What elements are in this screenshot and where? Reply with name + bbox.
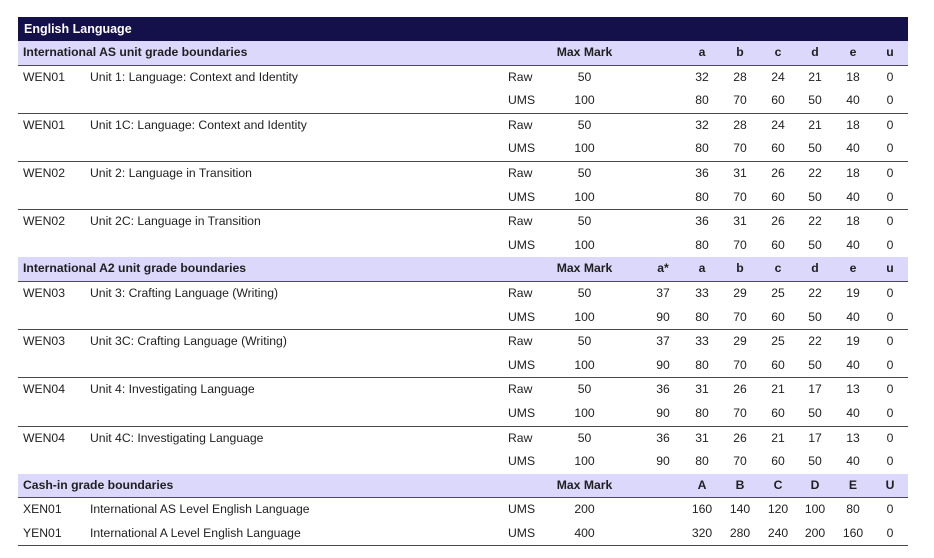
table-row bbox=[18, 186, 908, 211]
table-row bbox=[18, 498, 908, 522]
grade-header: c bbox=[774, 261, 782, 276]
grade-value: 28 bbox=[733, 117, 747, 132]
table-row bbox=[18, 282, 908, 306]
table-row bbox=[18, 66, 908, 90]
grade-value: 22 bbox=[808, 285, 822, 300]
grade-header: b bbox=[736, 45, 744, 59]
grade-value: 13 bbox=[846, 430, 860, 445]
grade-value: 70 bbox=[733, 454, 747, 469]
grade-value: 50 bbox=[808, 405, 822, 420]
grade-value: 0 bbox=[886, 334, 894, 349]
section-header bbox=[18, 257, 908, 282]
table-title: English Language bbox=[18, 17, 908, 41]
max-mark: 400 bbox=[574, 525, 595, 540]
table-row bbox=[18, 306, 908, 331]
grade-value: 60 bbox=[771, 189, 785, 204]
grade-value: 33 bbox=[695, 334, 709, 349]
grade-value: 70 bbox=[733, 405, 747, 420]
grade-value: 0 bbox=[886, 357, 894, 372]
grade-value: 40 bbox=[846, 357, 860, 372]
mark-type: UMS bbox=[508, 309, 536, 324]
grade-header: a bbox=[698, 45, 706, 59]
grade-value: 0 bbox=[886, 454, 894, 469]
grade-value: 40 bbox=[846, 237, 860, 252]
grade-value: 36 bbox=[656, 430, 670, 445]
grade-value: 29 bbox=[733, 334, 747, 349]
grade-header: U bbox=[885, 477, 895, 492]
grade-value: 32 bbox=[695, 117, 709, 132]
grade-value: 22 bbox=[808, 214, 822, 229]
grade-value: 0 bbox=[886, 69, 894, 84]
unit-name: International AS Level English Language bbox=[90, 502, 310, 517]
grade-value: 40 bbox=[846, 309, 860, 324]
mark-type: Raw bbox=[508, 117, 533, 132]
grade-value: 70 bbox=[733, 357, 747, 372]
table-row bbox=[18, 210, 908, 234]
unit-name: International A Level English Language bbox=[90, 525, 301, 540]
grade-value: 70 bbox=[733, 237, 747, 252]
unit-name: Unit 2C: Language in Transition bbox=[90, 214, 261, 229]
grade-header: E bbox=[848, 477, 858, 492]
max-mark: 100 bbox=[574, 237, 595, 252]
table-row bbox=[18, 114, 908, 138]
grade-value: 0 bbox=[886, 165, 894, 180]
grade-value: 120 bbox=[767, 502, 789, 517]
grade-value: 18 bbox=[846, 117, 860, 132]
grade-value: 31 bbox=[695, 430, 709, 445]
table-row bbox=[18, 162, 908, 186]
grade-value: 320 bbox=[691, 525, 713, 540]
grade-value: 21 bbox=[771, 430, 785, 445]
mark-type: UMS bbox=[508, 189, 536, 204]
grade-value: 36 bbox=[656, 382, 670, 397]
grade-value: 140 bbox=[729, 502, 751, 517]
grade-value: 19 bbox=[846, 334, 860, 349]
max-mark: 50 bbox=[577, 285, 592, 300]
grade-value: 160 bbox=[691, 502, 713, 517]
table-row bbox=[18, 427, 908, 451]
grade-value: 0 bbox=[886, 502, 894, 517]
grade-header: C bbox=[773, 477, 783, 492]
unit-code: XEN01 bbox=[23, 502, 62, 517]
grade-value: 60 bbox=[771, 405, 785, 420]
max-mark: 50 bbox=[577, 165, 592, 180]
grade-header: c bbox=[774, 45, 782, 59]
unit-name: Unit 2: Language in Transition bbox=[90, 165, 252, 180]
mark-type: Raw bbox=[508, 165, 533, 180]
table-row bbox=[18, 522, 908, 546]
grade-value: 0 bbox=[886, 309, 894, 324]
grade-boundary-table bbox=[18, 17, 908, 546]
unit-code: WEN04 bbox=[23, 382, 65, 397]
mark-type: Raw bbox=[508, 214, 533, 229]
max-mark: 50 bbox=[577, 117, 592, 132]
table-row bbox=[18, 354, 908, 379]
grade-header: B bbox=[735, 477, 745, 492]
grade-value: 0 bbox=[886, 117, 894, 132]
section-header bbox=[18, 474, 908, 499]
unit-code: WEN02 bbox=[23, 214, 65, 229]
grade-header: a bbox=[698, 261, 706, 276]
mark-type: UMS bbox=[508, 502, 536, 517]
grade-value: 50 bbox=[808, 454, 822, 469]
max-mark: 50 bbox=[577, 214, 592, 229]
grade-value: 31 bbox=[733, 214, 747, 229]
mark-type: Raw bbox=[508, 382, 533, 397]
grade-value: 37 bbox=[656, 285, 670, 300]
mark-type: UMS bbox=[508, 141, 536, 156]
unit-name: Unit 1: Language: Context and Identity bbox=[90, 69, 299, 84]
table-row bbox=[18, 89, 908, 114]
max-mark-header: Max Mark bbox=[556, 45, 613, 59]
unit-code: WEN04 bbox=[23, 430, 65, 445]
grade-value: 0 bbox=[886, 141, 894, 156]
grade-value: 80 bbox=[695, 93, 709, 108]
grade-value: 31 bbox=[733, 165, 747, 180]
unit-name: Unit 3C: Crafting Language (Writing) bbox=[90, 334, 287, 349]
grade-value: 40 bbox=[846, 189, 860, 204]
grade-value: 31 bbox=[695, 382, 709, 397]
mark-type: UMS bbox=[508, 93, 536, 108]
grade-value: 50 bbox=[808, 141, 822, 156]
grade-value: 50 bbox=[808, 189, 822, 204]
grade-value: 0 bbox=[886, 285, 894, 300]
section-heading: International AS unit grade boundaries bbox=[23, 45, 248, 59]
grade-value: 0 bbox=[886, 93, 894, 108]
grade-header: b bbox=[736, 261, 744, 276]
grade-value: 36 bbox=[695, 165, 709, 180]
max-mark: 100 bbox=[574, 93, 595, 108]
table-body bbox=[18, 41, 908, 545]
table-bottom-rule bbox=[18, 545, 908, 546]
grade-value: 90 bbox=[656, 357, 670, 372]
grade-value: 80 bbox=[695, 237, 709, 252]
table-row bbox=[18, 137, 908, 162]
grade-value: 280 bbox=[729, 525, 751, 540]
grade-value: 26 bbox=[733, 382, 747, 397]
section-heading: International A2 unit grade boundaries bbox=[23, 261, 247, 276]
unit-code: WEN02 bbox=[23, 165, 65, 180]
max-mark: 100 bbox=[574, 309, 595, 324]
mark-type: UMS bbox=[508, 525, 536, 540]
grade-value: 70 bbox=[733, 141, 747, 156]
grade-value: 40 bbox=[846, 405, 860, 420]
grade-value: 37 bbox=[656, 334, 670, 349]
grade-value: 22 bbox=[808, 334, 822, 349]
grade-value: 0 bbox=[886, 214, 894, 229]
mark-type: UMS bbox=[508, 454, 536, 469]
max-mark: 100 bbox=[574, 405, 595, 420]
grade-value: 60 bbox=[771, 309, 785, 324]
max-mark: 100 bbox=[574, 189, 595, 204]
grade-value: 40 bbox=[846, 141, 860, 156]
table-row bbox=[18, 402, 908, 427]
grade-value: 17 bbox=[808, 430, 822, 445]
unit-name: Unit 4: Investigating Language bbox=[90, 382, 255, 397]
unit-code: WEN03 bbox=[23, 285, 65, 300]
unit-code: WEN03 bbox=[23, 334, 65, 349]
mark-type: UMS bbox=[508, 237, 536, 252]
grade-value: 70 bbox=[733, 309, 747, 324]
grade-value: 24 bbox=[771, 69, 785, 84]
grade-value: 80 bbox=[846, 502, 860, 517]
grade-value: 240 bbox=[767, 525, 789, 540]
table-row bbox=[18, 450, 908, 474]
grade-value: 80 bbox=[695, 357, 709, 372]
table-row bbox=[18, 234, 908, 258]
grade-header: a* bbox=[657, 261, 669, 276]
grade-value: 40 bbox=[846, 454, 860, 469]
grade-value: 60 bbox=[771, 141, 785, 156]
grade-value: 18 bbox=[846, 69, 860, 84]
table-row bbox=[18, 330, 908, 354]
mark-type: Raw bbox=[508, 334, 533, 349]
grade-value: 160 bbox=[842, 525, 864, 540]
grade-value: 19 bbox=[846, 285, 860, 300]
table-row bbox=[18, 378, 908, 402]
section-header bbox=[18, 41, 908, 66]
grade-header: e bbox=[849, 261, 857, 276]
grade-value: 0 bbox=[886, 405, 894, 420]
grade-value: 36 bbox=[695, 214, 709, 229]
max-mark: 100 bbox=[574, 357, 595, 372]
grade-value: 70 bbox=[733, 93, 747, 108]
grade-value: 21 bbox=[808, 117, 822, 132]
grade-value: 60 bbox=[771, 357, 785, 372]
grade-value: 21 bbox=[771, 382, 785, 397]
grade-value: 80 bbox=[695, 454, 709, 469]
mark-type: UMS bbox=[508, 405, 536, 420]
grade-value: 18 bbox=[846, 214, 860, 229]
grade-value: 25 bbox=[771, 334, 785, 349]
grade-header: e bbox=[849, 45, 857, 59]
grade-header: A bbox=[697, 477, 707, 492]
grade-header: d bbox=[811, 45, 819, 59]
grade-value: 40 bbox=[846, 93, 860, 108]
grade-value: 26 bbox=[733, 430, 747, 445]
max-mark: 200 bbox=[574, 502, 595, 517]
grade-value: 50 bbox=[808, 93, 822, 108]
grade-value: 0 bbox=[886, 237, 894, 252]
grade-value: 80 bbox=[695, 309, 709, 324]
grade-value: 60 bbox=[771, 454, 785, 469]
max-mark: 50 bbox=[577, 69, 592, 84]
max-mark: 50 bbox=[577, 430, 592, 445]
grade-value: 13 bbox=[846, 382, 860, 397]
grade-value: 50 bbox=[808, 237, 822, 252]
grade-value: 0 bbox=[886, 382, 894, 397]
grade-value: 24 bbox=[771, 117, 785, 132]
mark-type: Raw bbox=[508, 69, 533, 84]
grade-value: 100 bbox=[804, 502, 826, 517]
grade-header: u bbox=[886, 261, 894, 276]
unit-code: WEN01 bbox=[23, 117, 65, 132]
grade-value: 18 bbox=[846, 165, 860, 180]
grade-value: 29 bbox=[733, 285, 747, 300]
grade-header: D bbox=[810, 477, 820, 492]
grade-value: 50 bbox=[808, 357, 822, 372]
grade-value: 25 bbox=[771, 285, 785, 300]
grade-value: 200 bbox=[804, 525, 826, 540]
unit-name: Unit 4C: Investigating Language bbox=[90, 430, 264, 445]
unit-name: Unit 3: Crafting Language (Writing) bbox=[90, 285, 279, 300]
max-mark-header: Max Mark bbox=[556, 477, 613, 492]
grade-value: 28 bbox=[733, 69, 747, 84]
grade-value: 0 bbox=[886, 525, 894, 540]
grade-value: 60 bbox=[771, 93, 785, 108]
grade-value: 90 bbox=[656, 454, 670, 469]
grade-value: 70 bbox=[733, 189, 747, 204]
grade-value: 22 bbox=[808, 165, 822, 180]
max-mark: 100 bbox=[574, 454, 595, 469]
grade-value: 50 bbox=[808, 309, 822, 324]
unit-name: Unit 1C: Language: Context and Identity bbox=[90, 117, 307, 132]
grade-value: 33 bbox=[695, 285, 709, 300]
mark-type: UMS bbox=[508, 357, 536, 372]
grade-value: 90 bbox=[656, 405, 670, 420]
grade-value: 0 bbox=[886, 430, 894, 445]
section-heading: Cash-in grade boundaries bbox=[23, 477, 174, 492]
unit-code: WEN01 bbox=[23, 69, 65, 84]
mark-type: Raw bbox=[508, 430, 533, 445]
grade-value: 21 bbox=[808, 69, 822, 84]
grade-value: 17 bbox=[808, 382, 822, 397]
max-mark: 100 bbox=[574, 141, 595, 156]
grade-value: 32 bbox=[695, 69, 709, 84]
grade-header: d bbox=[811, 261, 819, 276]
grade-value: 26 bbox=[771, 214, 785, 229]
grade-value: 80 bbox=[695, 189, 709, 204]
grade-value: 60 bbox=[771, 237, 785, 252]
grade-header: u bbox=[886, 45, 894, 59]
grade-value: 80 bbox=[695, 141, 709, 156]
mark-type: Raw bbox=[508, 285, 533, 300]
grade-value: 80 bbox=[695, 405, 709, 420]
grade-value: 90 bbox=[656, 309, 670, 324]
grade-value: 26 bbox=[771, 165, 785, 180]
unit-code: YEN01 bbox=[23, 525, 62, 540]
grade-value: 0 bbox=[886, 189, 894, 204]
max-mark: 50 bbox=[577, 334, 592, 349]
max-mark-header: Max Mark bbox=[556, 261, 613, 276]
max-mark: 50 bbox=[577, 382, 592, 397]
